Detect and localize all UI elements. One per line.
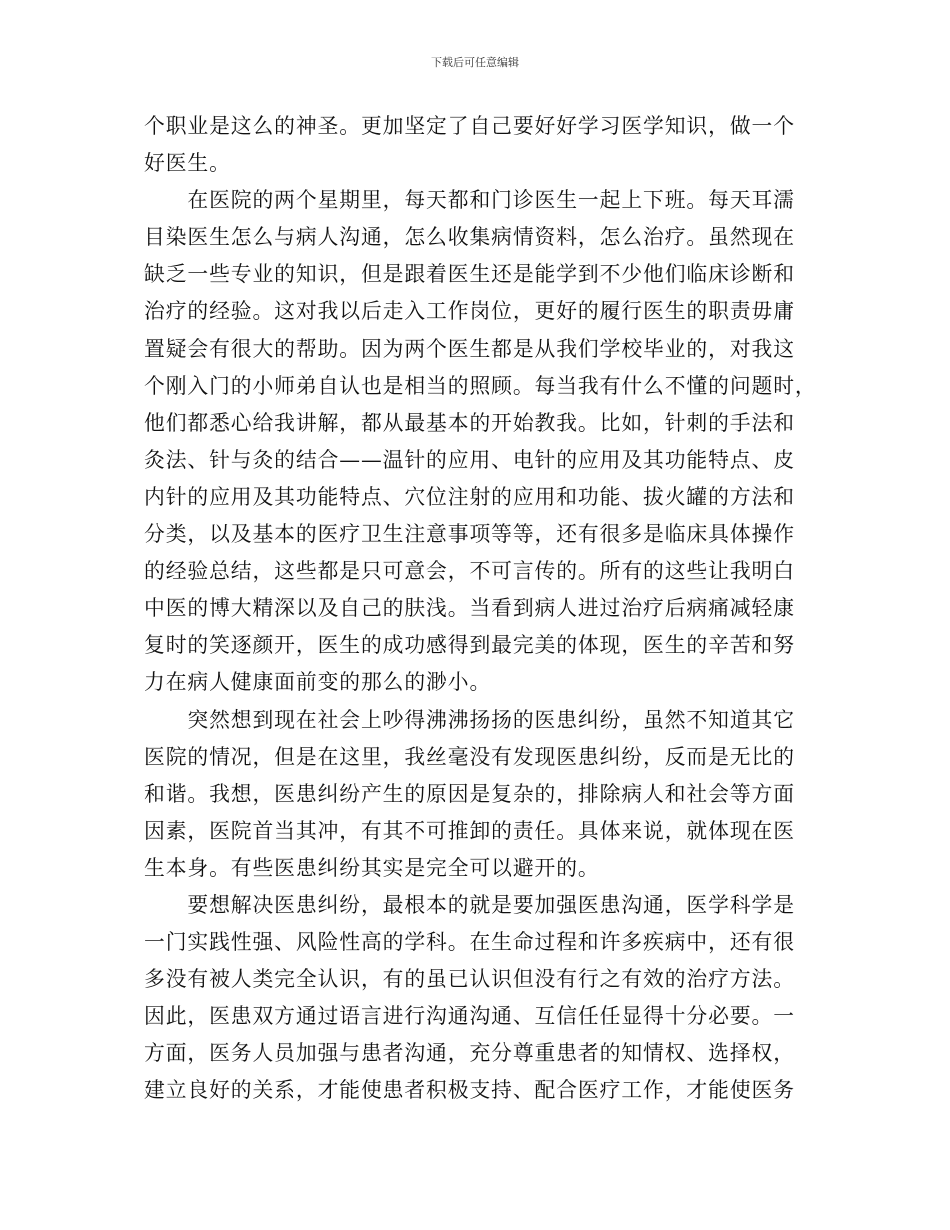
text-line: 力在病人健康面前变的那么的渺小。 (144, 670, 492, 695)
text-line: 一门实践性强、风险性高的学科。在生命过程和许多疾病中，还有很 (144, 930, 795, 955)
text-line: 建立良好的关系，才能使患者积极支持、配合医疗工作，才能使医务 (144, 1078, 795, 1103)
text-line: 灸法、针与灸的结合——温针的应用、电针的应用及其功能特点、皮 (144, 447, 795, 472)
text-line: 分类，以及基本的医疗卫生注意事项等等，还有很多是临床具体操作 (144, 522, 795, 547)
text-line: 中医的博大精深以及自己的肤浅。当看到病人进过治疗后病痛减轻康 (144, 596, 795, 621)
document-body (144, 108, 817, 1110)
page-header: 下载后可任意编辑 (431, 56, 519, 69)
text-line: 方面，医务人员加强与患者沟通，充分尊重患者的知情权、选择权， (144, 1041, 795, 1066)
text-line: 医院的情况，但是在这里，我丝毫没有发现医患纠纷，反而是无比的 (144, 744, 795, 769)
text-line: 因此，医患双方通过语言进行沟通沟通、互信任任显得十分必要。一 (144, 1004, 795, 1029)
text-line: 因素，医院首当其冲，有其不可推卸的责任。具体来说，就体现在医 (144, 818, 795, 843)
text-line: 缺乏一些专业的知识，但是跟着医生还是能学到不少他们临床诊断和 (144, 262, 795, 287)
text-line: 在医院的两个星期里，每天都和门诊医生一起上下班。每天耳濡 (144, 188, 795, 213)
text-line: 的经验总结，这些都是只可意会，不可言传的。所有的这些让我明白 (144, 559, 795, 584)
text-line: 和谐。我想，医患纠纷产生的原因是复杂的，排除病人和社会等方面 (144, 781, 795, 806)
text-line: 内针的应用及其功能特点、穴位注射的应用和功能、拔火罐的方法和 (144, 484, 795, 509)
text-line: 突然想到现在社会上吵得沸沸扬扬的医患纠纷，虽然不知道其它 (144, 707, 795, 732)
text-line: 个职业是这么的神圣。更加坚定了自己要好好学习医学知识，做一个 (144, 114, 795, 138)
text-line: 复时的笑逐颜开，医生的成功感得到最完美的体现，医生的辛苦和努 (144, 633, 795, 658)
text-line: 多没有被人类完全认识，有的虽已认识但没有行之有效的治疗方法。 (144, 967, 795, 992)
text-line: 置疑会有很大的帮助。因为两个医生都是从我们学校毕业的，对我这 (144, 336, 795, 361)
text-line: 要想解决医患纠纷，最根本的就是要加强医患沟通，医学科学是 (144, 892, 795, 917)
text-line: 好医生。 (144, 151, 231, 176)
text-line: 目染医生怎么与病人沟通，怎么收集病情资料，怎么治疗。虽然现在 (144, 225, 795, 250)
text-line: 他们都悉心给我讲解，都从最基本的开始教我。比如，针刺的手法和 (144, 410, 795, 435)
text-line: 个刚入门的小师弟自认也是相当的照顾。每当我有什么不懂的问题时， (144, 373, 817, 398)
text-line: 生本身。有些医患纠纷其实是完全可以避开的。 (144, 855, 600, 880)
text-line: 治疗的经验。这对我以后走入工作岗位，更好的履行医生的职责毋庸 (144, 299, 795, 324)
